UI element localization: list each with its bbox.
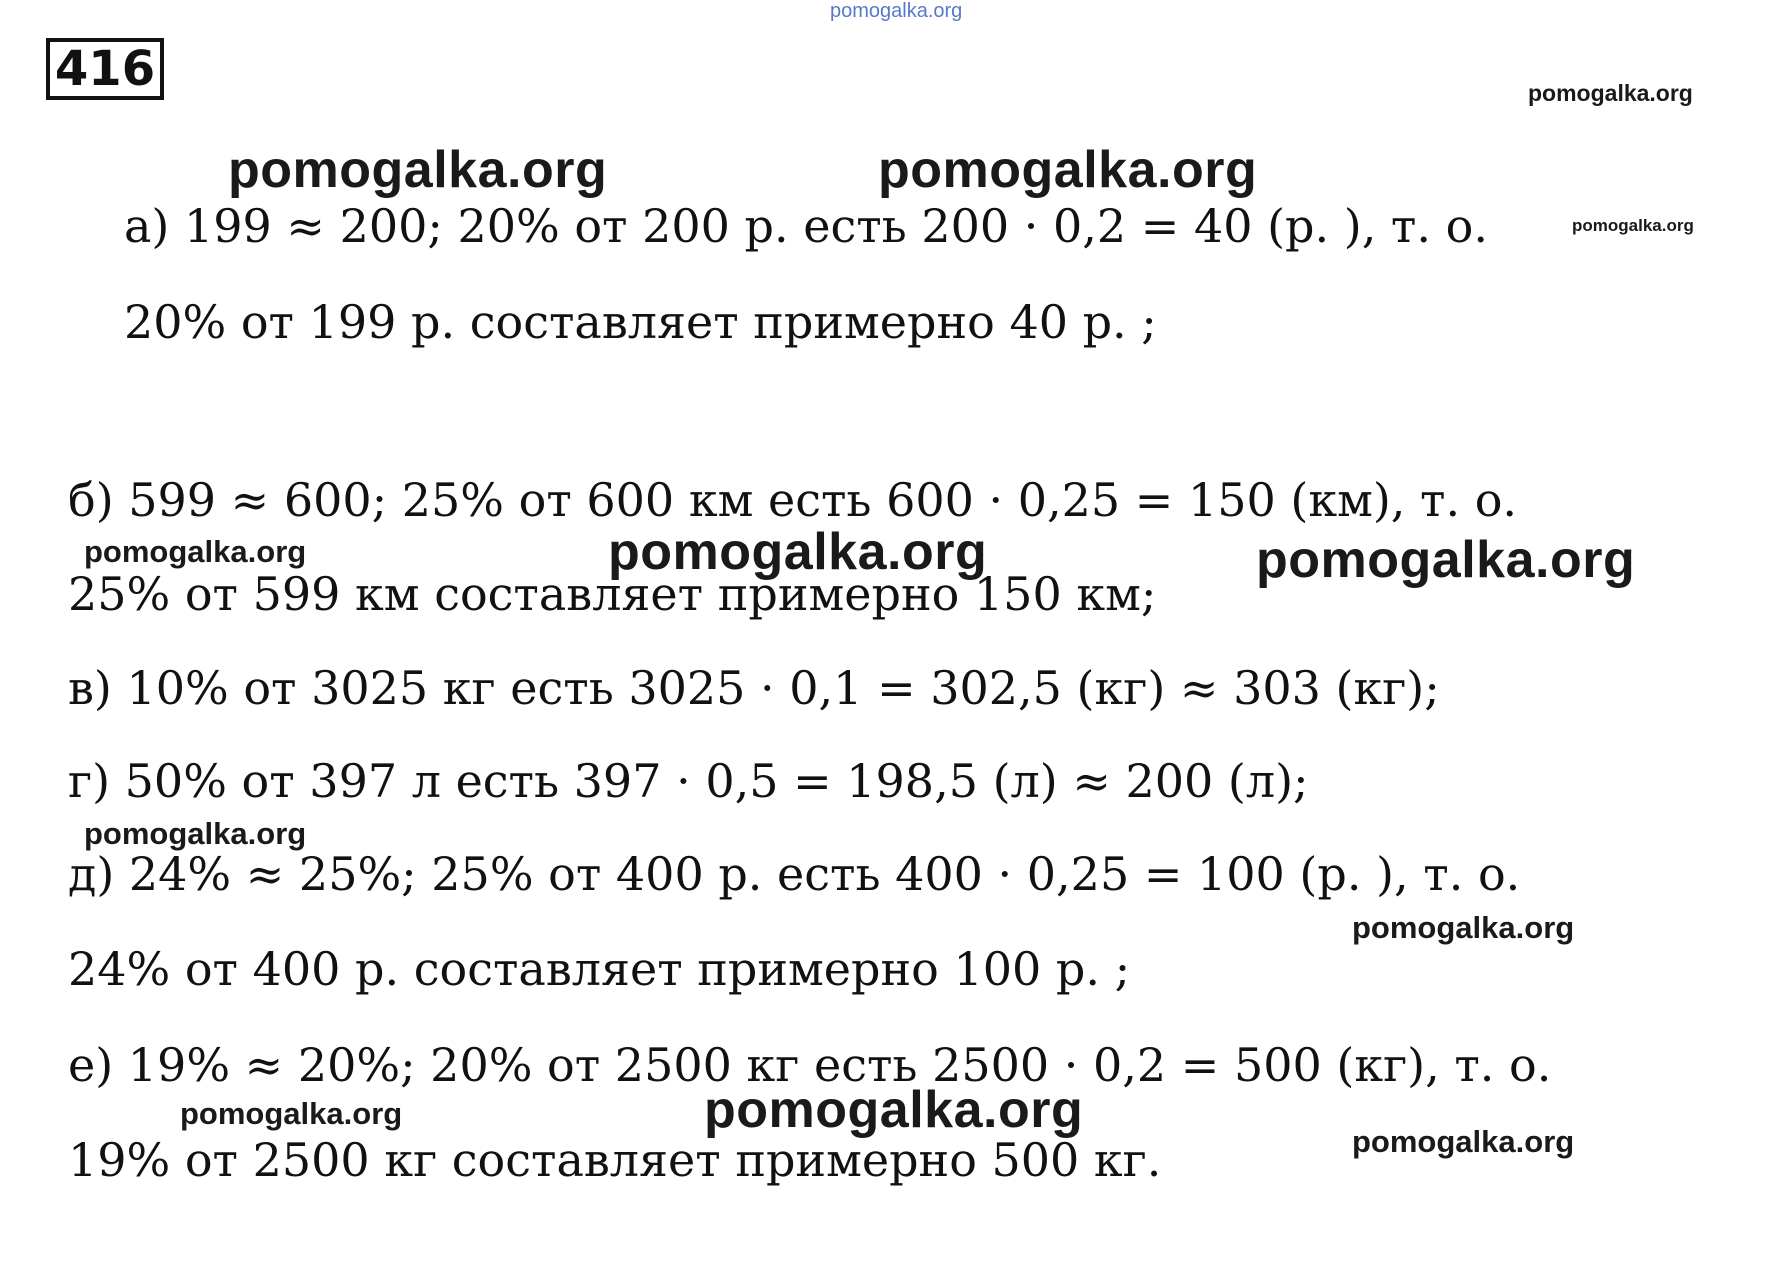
watermark: pomogalka.org — [1352, 1124, 1575, 1159]
watermark: pomogalka.org — [1528, 80, 1693, 106]
solution-line-a1: а) 199 ≈ 200; 20% от 200 р. есть 200 · 0,2 = 40 (р. ), т. о. — [124, 199, 1488, 253]
solution-line-v: в) 10% от 3025 кг есть 3025 · 0,1 = 302,5 (кг) ≈ 303 (кг); — [68, 661, 1440, 715]
watermark: pomogalka.org — [1256, 531, 1636, 589]
problem-number: 416 — [46, 38, 164, 100]
watermark: pomogalka.org — [704, 1081, 1084, 1139]
solution-line-b2: 25% от 599 км составляет примерно 150 км; — [68, 567, 1157, 621]
solution-line-g: г) 50% от 397 л есть 397 · 0,5 = 198,5 (л) ≈ 200 (л); — [68, 754, 1309, 808]
solution-line-b1: б) 599 ≈ 600; 25% от 600 км есть 600 · 0,25 = 150 (км), т. о. — [68, 473, 1518, 527]
watermark: pomogalka.org — [228, 141, 608, 199]
watermark: pomogalka.org — [1572, 216, 1694, 235]
watermark: pomogalka.org — [84, 534, 307, 569]
watermark: pomogalka.org — [84, 816, 307, 851]
solution-line-d1: д) 24% ≈ 25%; 25% от 400 р. есть 400 · 0,25 = 100 (р. ), т. о. — [68, 847, 1521, 901]
solution-line-a2: 20% от 199 р. составляет примерно 40 р. ; — [124, 295, 1157, 349]
watermark: pomogalka.org — [1352, 910, 1575, 945]
solution-line-e1: е) 19% ≈ 20%; 20% от 2500 кг есть 2500 · 0,2 = 500 (кг), т. о. — [68, 1038, 1552, 1092]
watermark: pomogalka.org — [878, 141, 1258, 199]
watermark-top: pomogalka.org — [830, 0, 963, 22]
solution-line-e2: 19% от 2500 кг составляет примерно 500 кг. — [68, 1133, 1162, 1187]
solution-line-d2: 24% от 400 р. составляет примерно 100 р. ; — [68, 942, 1131, 996]
watermark: pomogalka.org — [180, 1096, 403, 1131]
watermark: pomogalka.org — [608, 523, 988, 581]
